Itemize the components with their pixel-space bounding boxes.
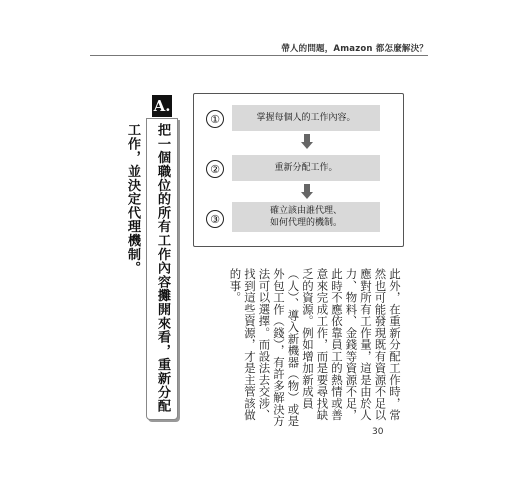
step-box: 確立該由誰代理、 如何代理的機制。 — [232, 202, 380, 232]
body-paragraph: 此外，在重新分配工作時，常然也可能發現既有資源不足以應對所有工作量，這是由於人力、物料、金錢等資源不足，此時不應依靠員工的熱情或善意來完成工作，而是要尋找缺乏的資源。例如增加新成員（人）、導入新機器（物）或是外包工作（錢），有許多解決方法可以選擇。而設法去交涉、找到這些資源，才是主管該做的事。 — [228, 268, 402, 427]
down-arrow-icon — [301, 134, 313, 149]
step-number: ① — [206, 110, 224, 128]
down-arrow-icon — [301, 184, 313, 199]
page-number: 30 — [372, 427, 384, 437]
answer-box — [125, 118, 178, 420]
process-diagram — [193, 93, 404, 247]
step-number: ③ — [206, 210, 224, 228]
step-box: 掌握每個人的工作內容。 — [232, 105, 380, 131]
header-rule — [90, 55, 428, 56]
step-number: ② — [206, 160, 224, 178]
running-head-title: 帶人的問題，Amazon 都怎麼解決？ — [281, 44, 428, 54]
answer-badge: A. — [153, 97, 171, 115]
step-box: 重新分配工作。 — [232, 155, 380, 181]
answer-text: 把一個職位的所有工作內容攤開來看，重新分配工作，並決定代理機制。 — [125, 123, 170, 413]
